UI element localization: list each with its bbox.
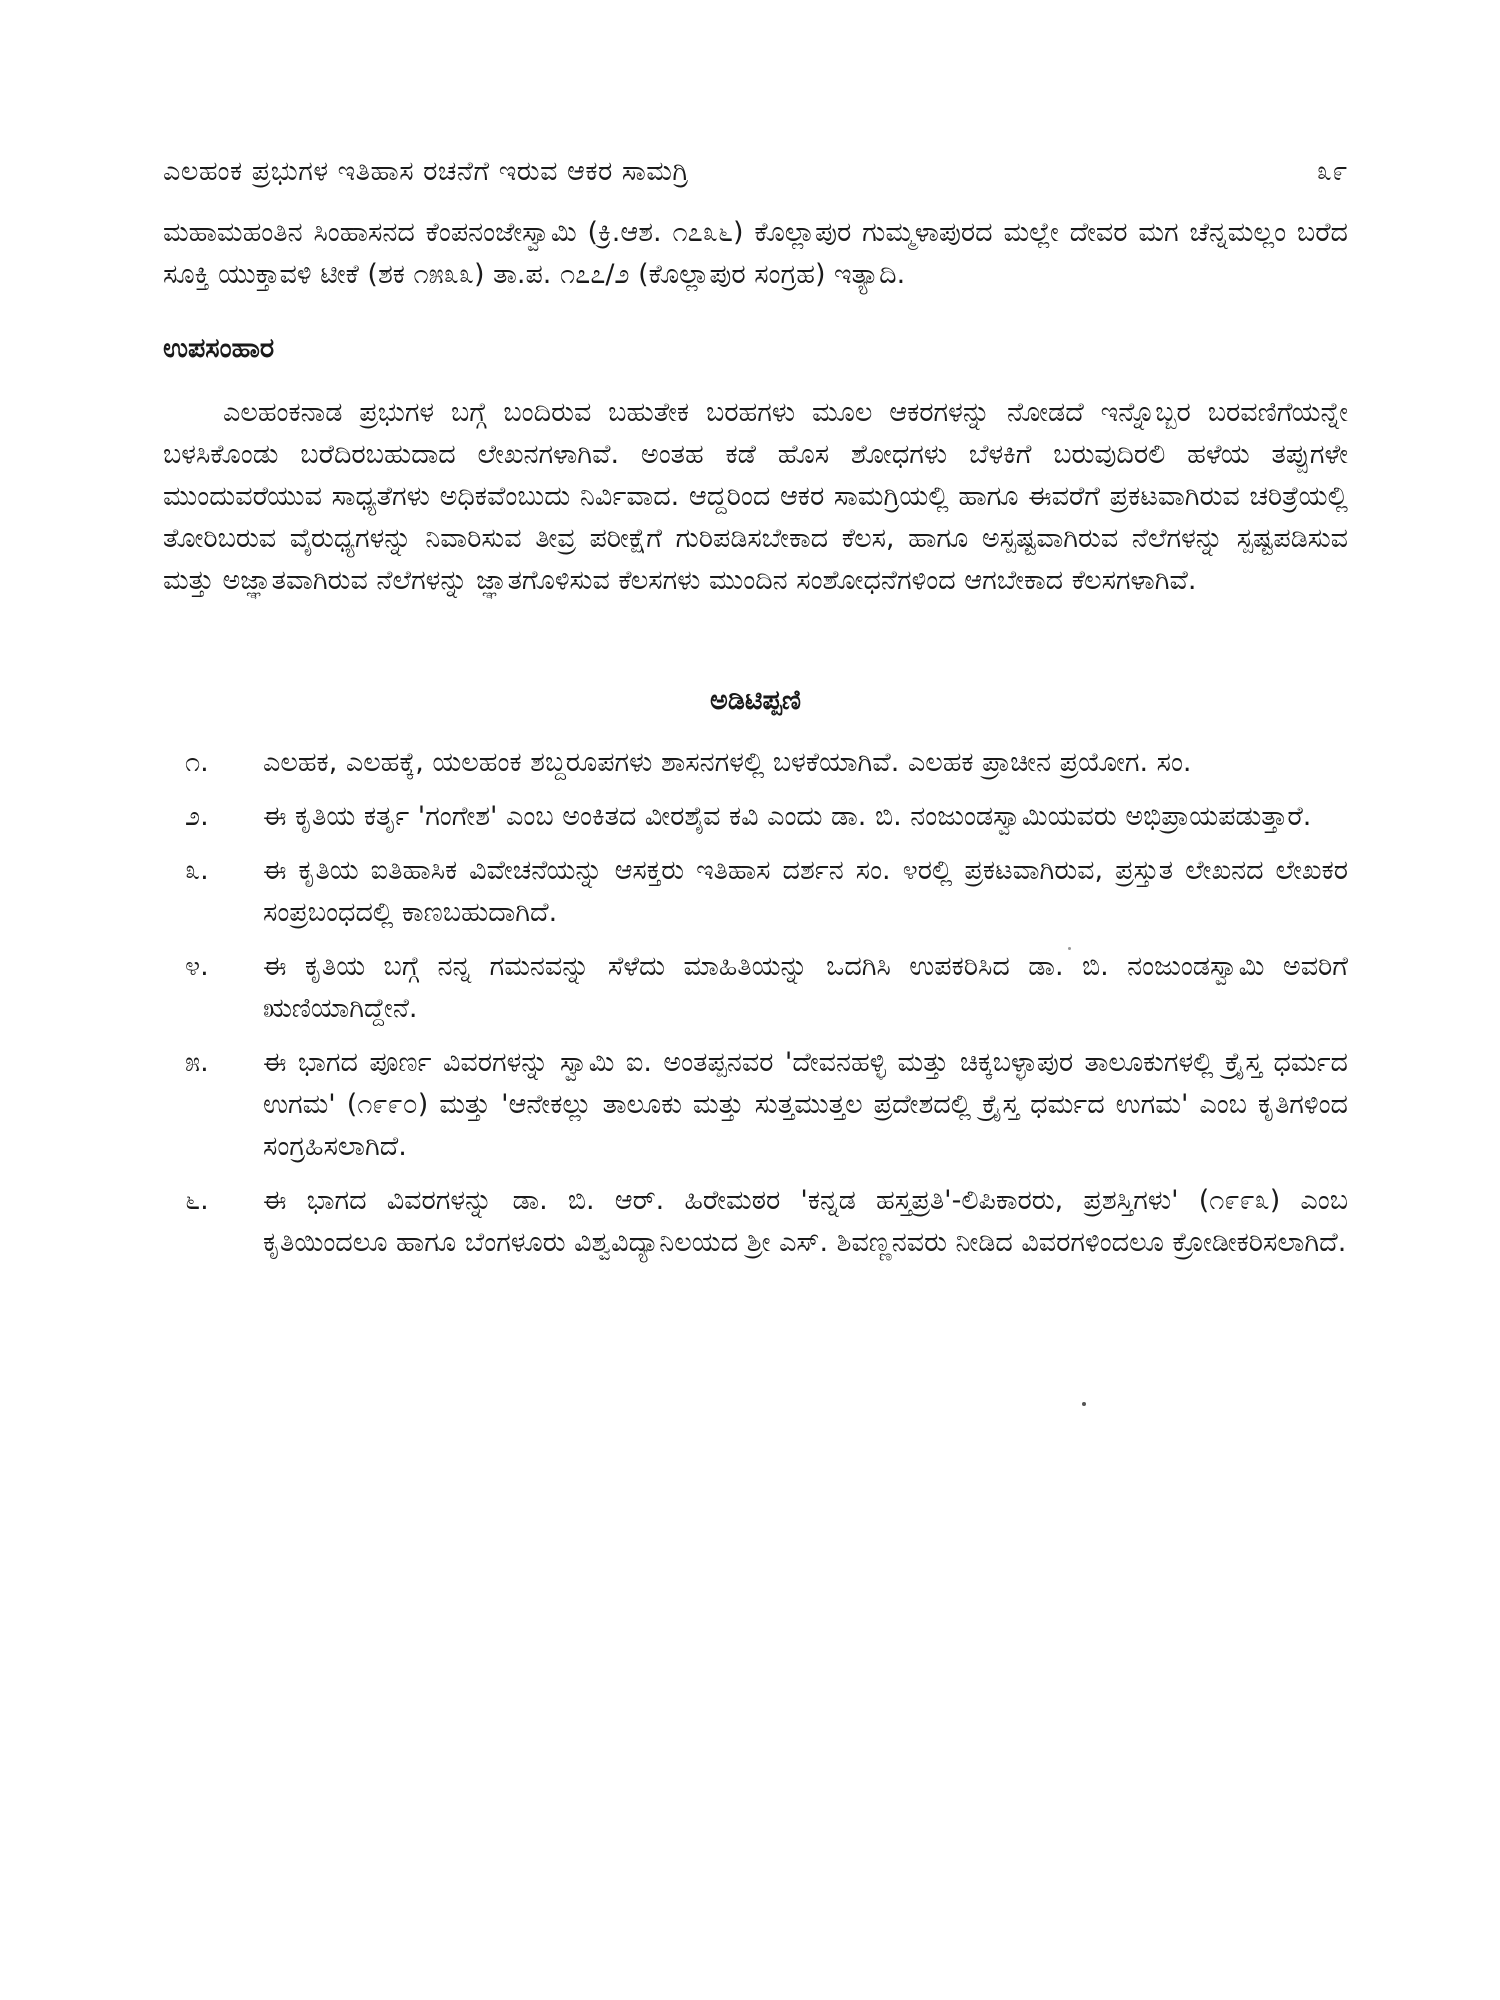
footnote-number: ೪.: [185, 951, 209, 982]
footnote-item: [163, 1180, 1348, 1264]
footnote-text: ಈ ಭಾಗದ ಪೂರ್ಣ ವಿವರಗಳನ್ನು ಸ್ವಾಮಿ ಐ. ಅಂತಪ್ಪನವರ 'ದೇವನಹಳ್ಳಿ ಮತ್ತು ಚಿಕ್ಕಬಳ್ಳಾಪುರ ತಾಲೂಕುಗಳಲ್ಲಿ ಕ್ರೈಸ್ತ ಧರ್ಮದ ಉಗಮ' (೧೯೯೦) ಮತ್ತು 'ಆನೇಕಲ್ಲು ತಾಲೂಕು ಮತ್ತು ಸುತ್ತಮುತ್ತಲ ಪ್ರದೇಶದಲ್ಲಿ ಕ್ರೈಸ್ತ ಧರ್ಮದ ಉಗಮ' ಎಂಬ ಕೃತಿಗಳಿಂದ ಸಂಗ್ರಹಿಸಲಾಗಿದೆ.: [263, 1047, 1348, 1162]
footnote-item: [163, 742, 1348, 784]
footnote-item: [163, 946, 1348, 1030]
page-number: ೩೯: [1316, 156, 1348, 187]
footnote-text: ಎಲಹಕ, ಎಲಹಕ್ಕೆ, ಯಲಹಂಕ ಶಬ್ದರೂಪಗಳು ಶಾಸನಗಳಲ್ಲಿ ಬಳಕೆಯಾಗಿವೆ. ಎಲಹಕ ಪ್ರಾಚೀನ ಪ್ರಯೋಗ. ಸಂ.: [263, 747, 1192, 778]
running-head-title: ಎಲಹಂಕ ಪ್ರಭುಗಳ ಇತಿಹಾಸ ರಚನೆಗೆ ಇರುವ ಆಕರ ಸಾಮಗ್ರಿ: [163, 156, 689, 187]
footnote-item: [163, 796, 1348, 838]
scan-speck: [1068, 947, 1071, 950]
footnote-item: [163, 850, 1348, 934]
footnote-number: ೨.: [185, 801, 209, 832]
running-head: [163, 156, 1348, 188]
scan-speck: [1082, 1402, 1086, 1406]
footnote-number: ೫.: [185, 1047, 209, 1078]
continuation-paragraph: ಮಹಾಮಹಂತಿನ ಸಿಂಹಾಸನದ ಕೆಂಪನಂಜೇಸ್ವಾಮಿ (ಕ್ರಿ.ಆಶ. ೧೭೩೬) ಕೊಲ್ಲಾಪುರ ಗುಮ್ಮಳಾಪುರದ ಮಲ್ಲೇ ದೇವರ ಮಗ ಚೆನ್ನಮಲ್ಲಂ ಬರೆದ ಸೂಕ್ತಿ ಯುಕ್ತಾವಳಿ ಟೀಕೆ (ಶಕ ೧೫೩೩) ತಾ.ಪ. ೧೭೭/೨ (ಕೊಲ್ಲಾಪುರ ಸಂಗ್ರಹ) ಇತ್ಯಾದಿ.: [163, 217, 1348, 290]
footnote-text: ಈ ಕೃತಿಯ ಐತಿಹಾಸಿಕ ವಿವೇಚನೆಯನ್ನು ಆಸಕ್ತರು ಇತಿಹಾಸ ದರ್ಶನ ಸಂ. ೪ರಲ್ಲಿ ಪ್ರಕಟವಾಗಿರುವ, ಪ್ರಸ್ತುತ ಲೇಖನದ ಲೇಖಕರ ಸಂಪ್ರಬಂಧದಲ್ಲಿ ಕಾಣಬಹುದಾಗಿದೆ.: [263, 855, 1348, 928]
footnotes-list: [163, 742, 1348, 1276]
footnote-text: ಈ ಭಾಗದ ವಿವರಗಳನ್ನು ಡಾ. ಬಿ. ಆರ್. ಹಿರೇಮಠರ 'ಕನ್ನಡ ಹಸ್ತಪ್ರತಿ'-ಲಿಪಿಕಾರರು, ಪ್ರಶಸ್ತಿಗಳು' (೧೯೯೩) ಎಂಬ ಕೃತಿಯಿಂದಲೂ ಹಾಗೂ ಬೆಂಗಳೂರು ವಿಶ್ವವಿದ್ಯಾನಿಲಯದ ಶ್ರೀ ಎಸ್. ಶಿವಣ್ಣನವರು ನೀಡಿದ ವಿವರಗಳಿಂದಲೂ ಕ್ರೋಡೀಕರಿಸಲಾಗಿದೆ.: [263, 1185, 1348, 1258]
conclusion-paragraph: ಎಲಹಂಕನಾಡ ಪ್ರಭುಗಳ ಬಗ್ಗೆ ಬಂದಿರುವ ಬಹುತೇಕ ಬರಹಗಳು ಮೂಲ ಆಕರಗಳನ್ನು ನೋಡದೆ ಇನ್ನೊಬ್ಬರ ಬರವಣಿಗೆಯನ್ನೇ ಬಳಸಿಕೊಂಡು ಬರೆದಿರಬಹುದಾದ ಲೇಖನಗಳಾಗಿವೆ. ಅಂತಹ ಕಡೆ ಹೊಸ ಶೋಧಗಳು ಬೆಳಕಿಗೆ ಬರುವುದಿರಲಿ ಹಳೆಯ ತಪ್ಪುಗಳೇ ಮುಂದುವರೆಯುವ ಸಾಧ್ಯತೆಗಳು ಅಧಿಕವೆಂಬುದು ನಿರ್ವಿವಾದ. ಆದ್ದರಿಂದ ಆಕರ ಸಾಮಗ್ರಿಯಲ್ಲಿ ಹಾಗೂ ಈವರೆಗೆ ಪ್ರಕಟವಾಗಿರುವ ಚರಿತ್ರೆಯಲ್ಲಿ ತೋರಿಬರುವ ವೈರುಧ್ಯಗಳನ್ನು ನಿವಾರಿಸುವ ತೀವ್ರ ಪರೀಕ್ಷೆಗೆ ಗುರಿಪಡಿಸಬೇಕಾದ ಕೆಲಸ, ಹಾಗೂ ಅಸ್ಪಷ್ಟವಾಗಿರುವ ನೆಲೆಗಳನ್ನು ಸ್ಪಷ್ಟಪಡಿಸುವ ಮತ್ತು ಅಜ್ಞಾತವಾಗಿರುವ ನೆಲೆಗಳನ್ನು ಜ್ಞಾತಗೊಳಿಸುವ ಕೆಲಸಗಳು ಮುಂದಿನ ಸಂಶೋಧನೆಗಳಿಂದ ಆಗಬೇಕಾದ ಕೆಲಸಗಳಾಗಿವೆ.: [163, 397, 1348, 596]
footnote-text: ಈ ಕೃತಿಯ ಬಗ್ಗೆ ನನ್ನ ಗಮನವನ್ನು ಸೆಳೆದು ಮಾಹಿತಿಯನ್ನು ಒದಗಿಸಿ ಉಪಕರಿಸಿದ ಡಾ. ಬಿ. ನಂಜುಂಡಸ್ವಾಮಿ ಅವರಿಗೆ ಋಣಿಯಾಗಿದ್ದೇನೆ.: [263, 951, 1348, 1024]
footnote-number: ೩.: [185, 855, 209, 886]
footnote-number: ೧.: [185, 747, 209, 778]
footnote-item: [163, 1042, 1348, 1168]
footnotes-heading: ಅಡಿಟಿಪ್ಪಣಿ: [710, 685, 801, 716]
footnote-number: ೬.: [185, 1185, 209, 1216]
footnote-text: ಈ ಕೃತಿಯ ಕರ್ತೃ 'ಗಂಗೇಶ' ಎಂಬ ಅಂಕಿತದ ವೀರಶೈವ ಕವಿ ಎಂದು ಡಾ. ಬಿ. ನಂಜುಂಡಸ್ವಾಮಿಯವರು ಅಭಿಪ್ರಾಯಪಡುತ್ತಾರೆ.: [263, 801, 1312, 832]
conclusion-heading: ಉಪಸಂಹಾರ: [163, 333, 275, 364]
